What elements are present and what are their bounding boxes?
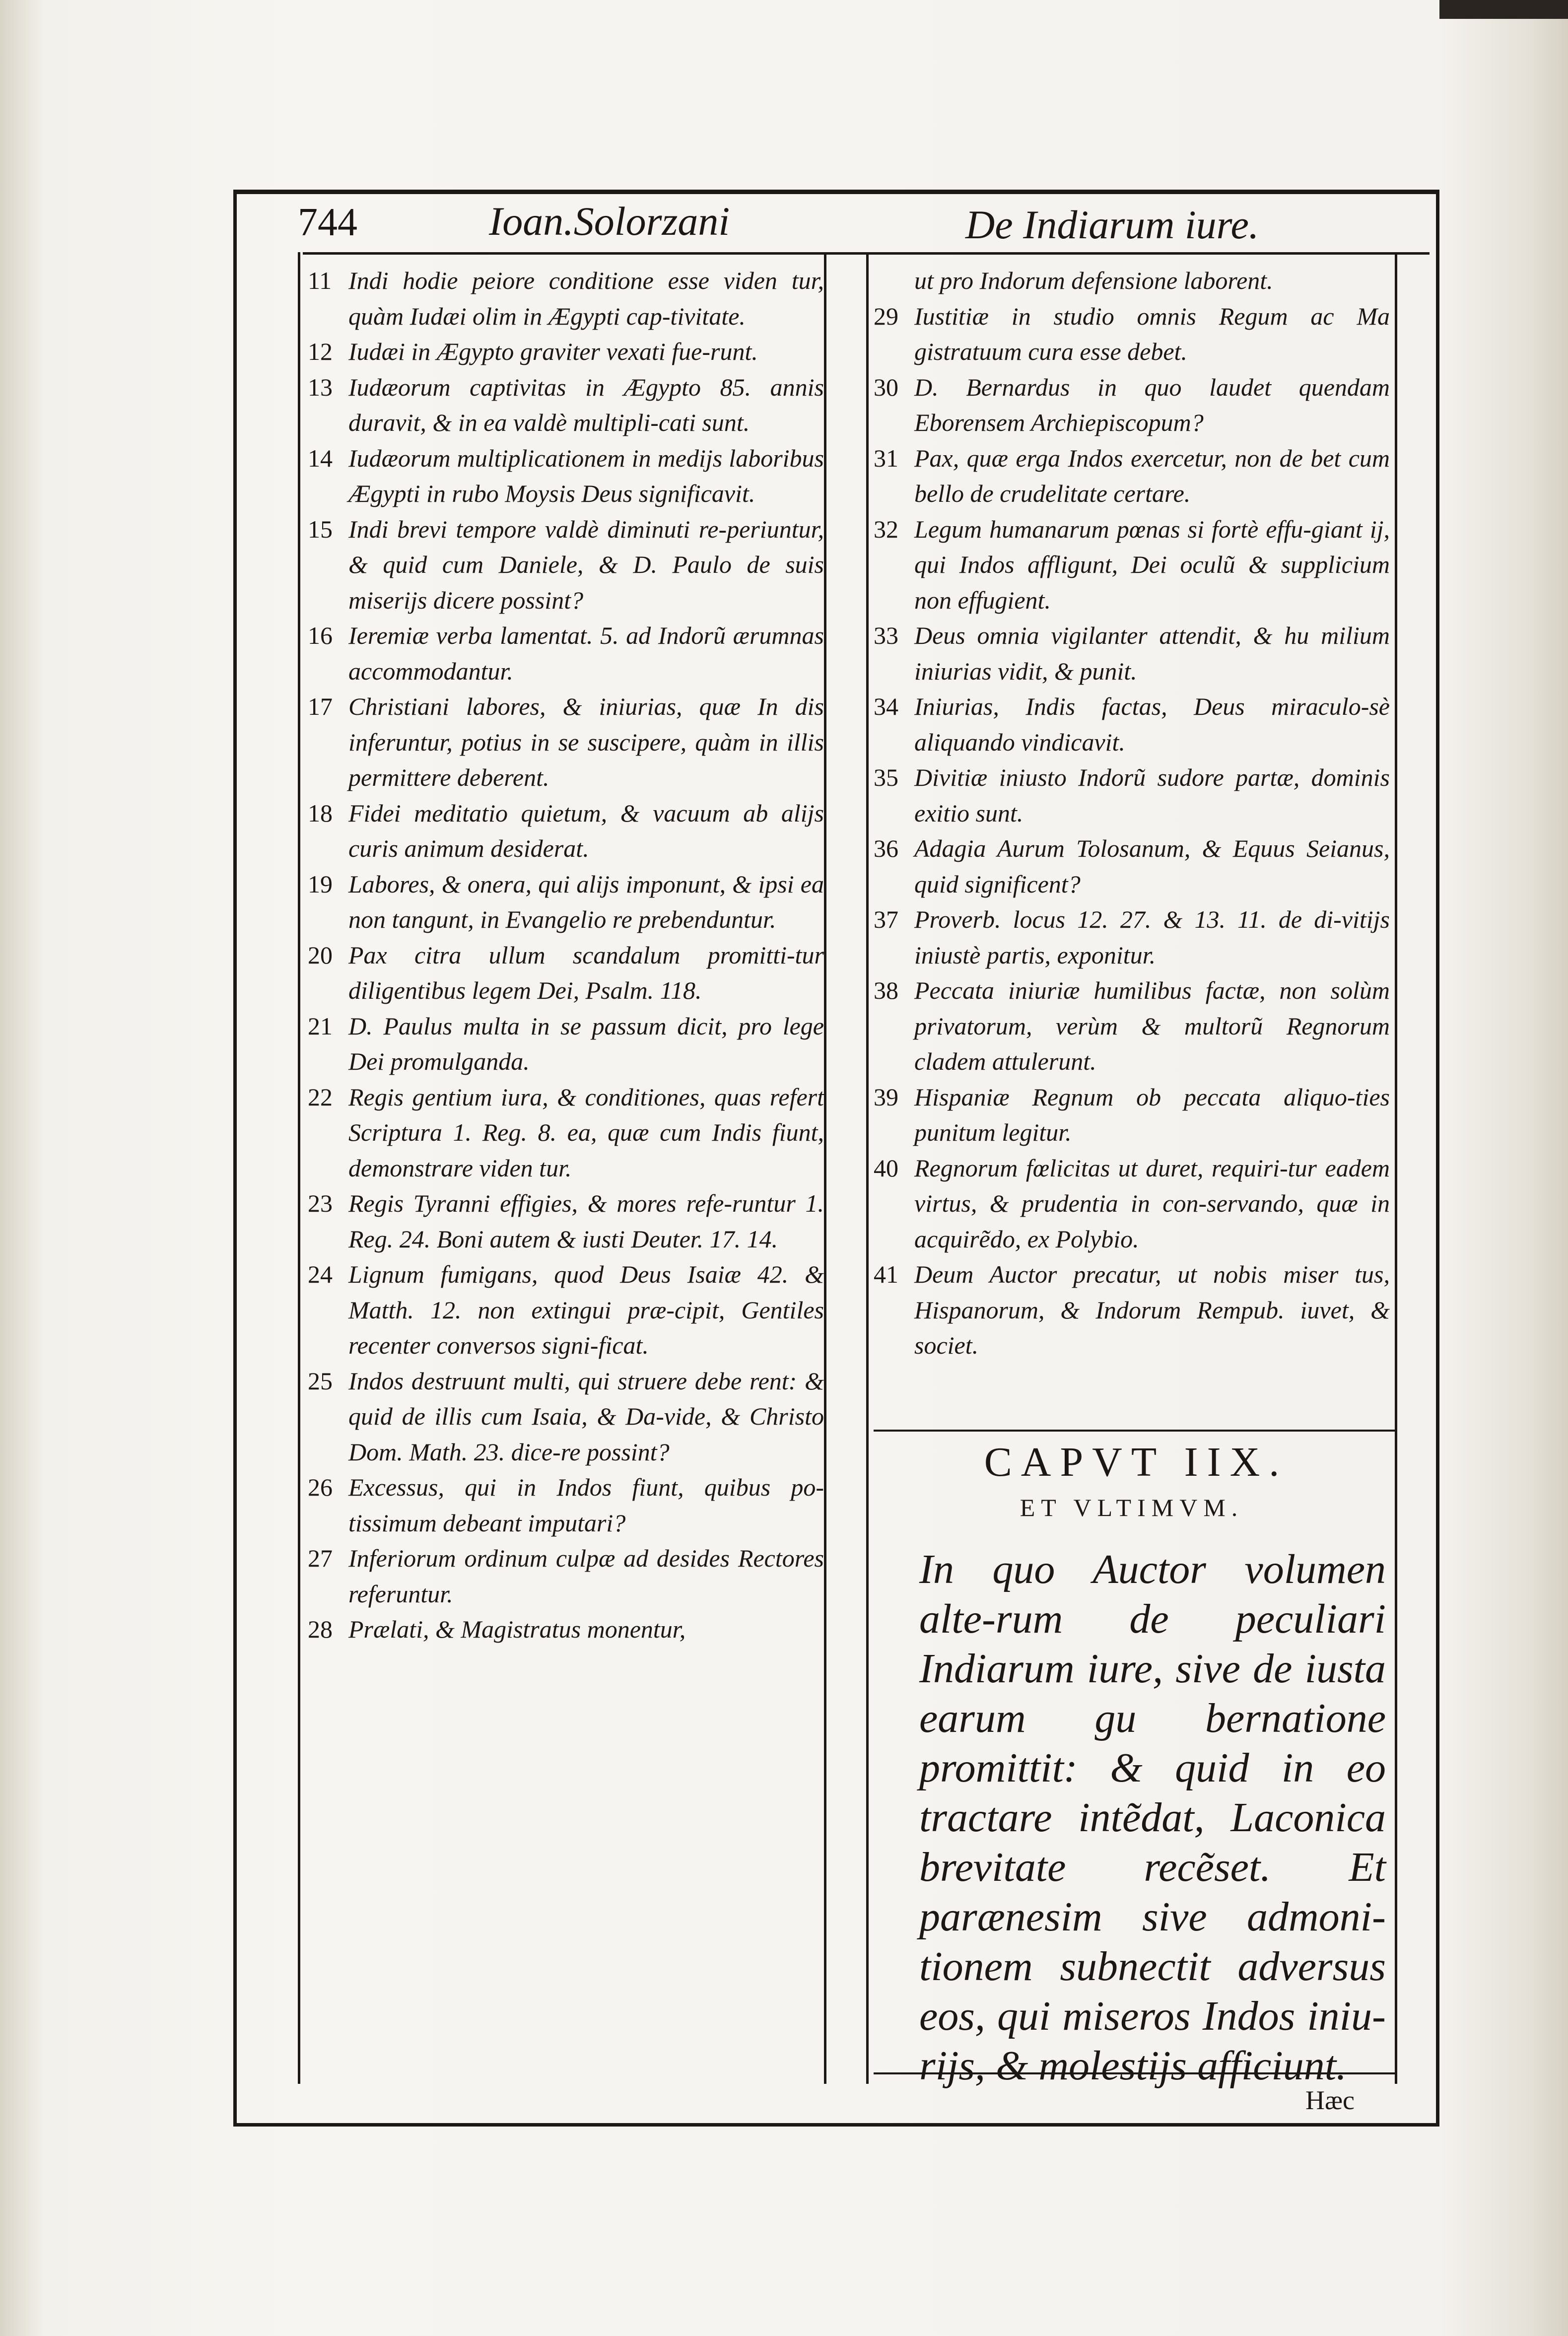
chapter-summary: In quo Auctor volumen alte-rum de peculiari Indiarum iure, sive de iusta earum gu bernatione promittit: & quid in eo tractare intẽdat, Laconica brevitate recẽset. Et parænesim sive admoni-tionem subnectit adversus eos, qui miseros Indos iniu-rijs, & molestijs afficiunt. — [919, 1546, 1386, 2089]
list-item: 13 Iudæorum captivitas in Ægypto 85. annis duravit, & in ea valdè multipli-cati sunt. — [308, 373, 824, 436]
chapter-top-rule — [874, 1430, 1395, 1432]
right-column — [874, 263, 1390, 1364]
list-item: 37 Proverb. locus 12. 27. & 13. 11. de di-vitijs iniustè partis, exponitur. — [874, 905, 1390, 969]
list-item: 16 Ieremiæ verba lamentat. 5. ad Indorũ ærumnas accommodantur. — [308, 621, 824, 685]
list-item: 35 Divitiæ iniusto Indorũ sudore partæ, dominis exitio sunt. — [874, 763, 1390, 827]
left-column-border — [298, 252, 300, 2084]
catchword: Hæc — [1305, 2085, 1355, 2115]
list-item: 11 Indi hodie peiore conditione esse viden tur, quàm Iudæi olim in Ægypti cap-tivitate. — [308, 267, 824, 330]
running-title: De Indiarum iure. — [965, 202, 1259, 247]
list-item: 32 Legum humanarum pœnas si fortè effu-giant ij, qui Indos affligunt, Dei oculũ & supplicium non effugient. — [874, 515, 1390, 614]
list-item: 41 Deum Auctor precatur, ut nobis miser tus, Hispanorum, & Indorum Rempub. iuvet, & societ. — [874, 1260, 1390, 1359]
list-item: 28 Prælati, & Magistratus monentur, — [308, 1615, 686, 1643]
right-column-border — [1395, 252, 1397, 2084]
list-item: 22 Regis gentium iura, & conditiones, quas refert Scriptura 1. Reg. 8. ea, quæ cum Indis fiunt, demonstrare viden tur. — [308, 1083, 824, 1182]
list-item: ut pro Indorum defensione laborent. — [914, 267, 1273, 294]
list-item: 25 Indos destruunt multi, qui struere debe rent: & quid de illis cum Isaia, & Da-vide, & Christo Dom. Math. 23. dice-re possint? — [308, 1367, 824, 1466]
list-item: 20 Pax citra ullum scandalum promitti-tur diligentibus legem Dei, Psalm. 118. — [308, 941, 824, 1004]
list-item: 40 Regnorum fœlicitas ut duret, requiri-tur eadem virtus, & prudentia in con-servando, quæ in acquirẽdo, ex Polybio. — [874, 1154, 1390, 1253]
list-item: 12 Iudæi in Ægypto graviter vexati fue-runt. — [308, 338, 758, 365]
list-item: 30 D. Bernardus in quo laudet quendam Eborensem Archiepiscopum? — [874, 373, 1390, 436]
list-item: 29 Iustitiæ in studio omnis Regum ac Ma gistratuum cura esse debet. — [874, 302, 1390, 365]
page-number: 744 — [298, 201, 357, 244]
list-item: 31 Pax, quæ erga Indos exercetur, non de bet cum bello de crudelitate certare. — [874, 444, 1390, 507]
list-item: 19 Labores, & onera, qui alijs imponunt, & ipsi ea non tangunt, in Evangelio re prebenduntur. — [308, 870, 824, 933]
running-author: Ioan.Solorzani — [489, 199, 730, 244]
header-rule — [233, 190, 1439, 193]
list-item: 33 Deus omnia vigilanter attendit, & hu milium iniurias vidit, & punit. — [874, 621, 1390, 685]
chapter-subheading: ET VLTIMVM. — [1020, 1494, 1244, 1522]
list-item: 39 Hispaniæ Regnum ob peccata aliquo-ties punitum legitur. — [874, 1083, 1390, 1146]
list-item: 17 Christiani labores, & iniurias, quæ In dis inferuntur, potius in se suscipere, quàm in illis permittere deberent. — [308, 692, 824, 791]
list-item: 38 Peccata iniuriæ humilibus factæ, non solùm privatorum, verùm & multorũ Regnorum cladem attulerunt. — [874, 976, 1390, 1075]
list-item: 18 Fidei meditatio quietum, & vacuum ab alijs curis animum desiderat. — [308, 799, 824, 862]
column-divider-right — [866, 252, 869, 2084]
list-item: 26 Excessus, qui in Indos fiunt, quibus po-tissimum debeant imputari? — [308, 1473, 824, 1537]
list-item: 23 Regis Tyranni effigies, & mores refe-runtur 1. Reg. 24. Boni autem & iusti Deuter. 17. 14. — [308, 1189, 824, 1253]
list-item: 14 Iudæorum multiplicationem in medijs laboribus Ægypti in rubo Moysis Deus significavit. — [308, 444, 824, 507]
chapter-heading: CAPVT IIX. — [984, 1439, 1289, 1485]
list-item: 36 Adagia Aurum Tolosanum, & Equus Seianus, quid significent? — [874, 834, 1390, 898]
list-item: 24 Lignum fumigans, quod Deus Isaiæ 42. & Matth. 12. non extingui præ-cipit, Gentiles recenter conversos signi-ficat. — [308, 1260, 824, 1359]
book-cover-edge — [1439, 0, 1568, 19]
left-column — [308, 263, 824, 1648]
chapter-heading-block — [874, 1440, 1390, 1522]
list-item: 21 D. Paulus multa in se passum dicit, pro lege Dei promulganda. — [308, 1012, 824, 1075]
list-item: 27 Inferiorum ordinum culpæ ad desides Rectores referuntur. — [308, 1544, 824, 1608]
column-divider-left — [824, 252, 826, 2084]
list-item: 34 Iniurias, Indis factas, Deus miraculo-sè aliquando vindicavit. — [874, 692, 1390, 756]
list-item: 15 Indi brevi tempore valdè diminuti re-periuntur, & quid cum Daniele, & D. Paulo de suis miserijs dicere possint? — [308, 515, 824, 614]
